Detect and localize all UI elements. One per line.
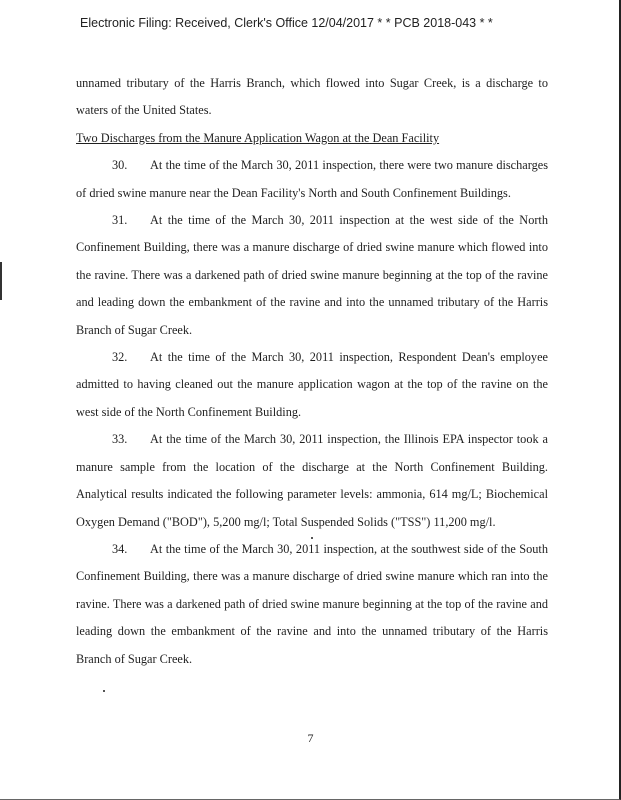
paragraph-text: At the time of the March 30, 2011 inspection, there were two manure discharges of dried swine manure near the Dean Facility's North and South Confinement Buildings. [76, 158, 548, 200]
paragraph-30 [76, 152, 548, 207]
section-heading-text: Two Discharges from the Manure Application Wagon at the Dean Facility [76, 130, 440, 145]
paragraph-number: 31. [112, 213, 128, 228]
electronic-filing-stamp: Electronic Filing: Received, Clerk's Office 12/04/2017 * * PCB 2018-043 * * [80, 16, 493, 30]
section-heading [76, 125, 548, 152]
paragraph-32 [76, 344, 548, 426]
paragraph-31 [76, 207, 548, 344]
page-number: 7 [307, 731, 314, 745]
paragraph-text: At the time of the March 30, 2011 inspection at the west side of the North Confinement Building, there was a manure discharge of dried swine manure which flowed into the ravine. There was a darkened path of dried swine manure beginning at the top of the ravine and leading down the embankment of the ravine and into the unnamed tributary of the Harris Branch of Sugar Creek. [76, 213, 548, 337]
paragraph-number: 32. [112, 350, 128, 365]
document-body [76, 70, 548, 673]
scan-edge-mark [0, 262, 2, 300]
paragraph-number: 34. [112, 541, 128, 556]
paragraph-33 [76, 426, 548, 536]
paragraph-number: 33. [112, 432, 128, 447]
paragraph-text: At the time of the March 30, 2011 inspection, the Illinois EPA inspector took a manure sample from the location of the discharge at the North Confinement Building. Analytical results indicated the following parameter levels: ammonia, 614 mg/L; Biochemical Oxygen Demand ("BOD"), 5,200 mg/l; Total Suspended Solids ("TSS") 11,200 mg/l. [76, 432, 548, 529]
scan-speck [311, 537, 313, 539]
paragraph-text: At the time of the March 30, 2011 inspection, at the southwest side of the South Confinement Building, there was a manure discharge of dried swine manure which ran into the ravine. There was a darkened path of dried swine manure beginning at the top of the ravine and leading down the embankment of the ravine and into the unnamed tributary of the Harris Branch of Sugar Creek. [76, 541, 548, 666]
scan-speck [103, 690, 105, 692]
paragraph-text: At the time of the March 30, 2011 inspection, Respondent Dean's employee admitted to having cleaned out the manure application wagon at the top of the ravine on the west side of the North Confinement Building. [76, 350, 548, 419]
paragraph-34 [76, 536, 548, 673]
paragraph-number: 30. [112, 158, 128, 173]
continuation-paragraph: unnamed tributary of the Harris Branch, which flowed into Sugar Creek, is a discharge to waters of the United States. [76, 76, 548, 118]
